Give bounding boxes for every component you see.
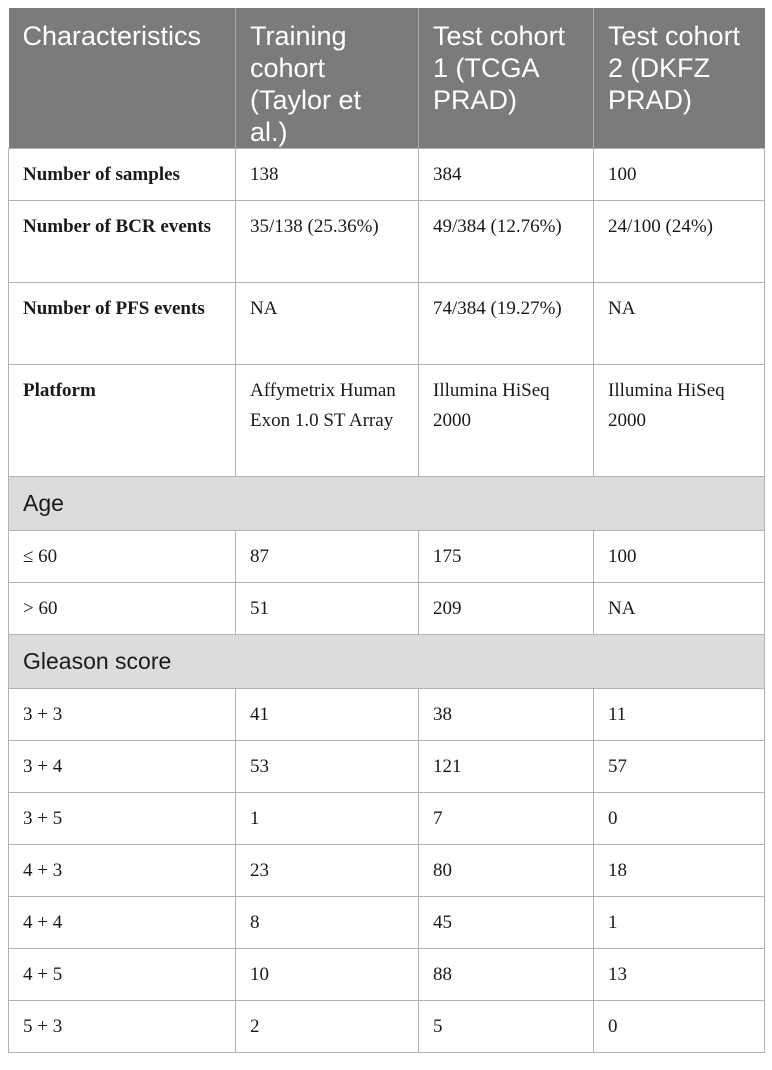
- row-label: Number of BCR events: [9, 201, 236, 283]
- cell-training: NA: [236, 283, 419, 365]
- table-row: [9, 741, 765, 793]
- cell-test1: 5: [419, 1001, 594, 1053]
- table-row: [9, 949, 765, 1001]
- header-characteristics: Characteristics: [9, 8, 236, 149]
- row-label: Number of samples: [9, 149, 236, 201]
- cell-test1: 38: [419, 689, 594, 741]
- cell-test1: 88: [419, 949, 594, 1001]
- row-label: Platform: [9, 365, 236, 477]
- cell-training: 8: [236, 897, 419, 949]
- cell-training: 138: [236, 149, 419, 201]
- table-row: [9, 583, 765, 635]
- header-test-cohort-2: Test cohort 2 (DKFZ PRAD): [594, 8, 765, 149]
- cohort-characteristics-table-container: [8, 8, 764, 1053]
- table-row: [9, 149, 765, 201]
- table-row: [9, 201, 765, 283]
- table-row: [9, 897, 765, 949]
- cell-test1: 121: [419, 741, 594, 793]
- row-label: 5 + 3: [9, 1001, 236, 1053]
- row-label: 4 + 3: [9, 845, 236, 897]
- row-label: > 60: [9, 583, 236, 635]
- section-row-age: [9, 477, 765, 531]
- row-label: 4 + 5: [9, 949, 236, 1001]
- cell-test2: 24/100 (24%): [594, 201, 765, 283]
- cell-training: 53: [236, 741, 419, 793]
- cell-test2: 13: [594, 949, 765, 1001]
- cell-test2: 57: [594, 741, 765, 793]
- cell-training: 1: [236, 793, 419, 845]
- cell-training: 51: [236, 583, 419, 635]
- cell-training: 23: [236, 845, 419, 897]
- cell-training: 87: [236, 531, 419, 583]
- cell-test2: 11: [594, 689, 765, 741]
- cell-test1: 80: [419, 845, 594, 897]
- cell-test2: 0: [594, 793, 765, 845]
- cell-test2: 100: [594, 531, 765, 583]
- table-row: [9, 689, 765, 741]
- cohort-characteristics-table: [8, 8, 765, 1053]
- section-row-gleason: [9, 635, 765, 689]
- cell-test1: 49/384 (12.76%): [419, 201, 594, 283]
- section-title: Gleason score: [9, 635, 765, 689]
- table-row: [9, 1001, 765, 1053]
- table-row: [9, 845, 765, 897]
- cell-training: 41: [236, 689, 419, 741]
- row-label: ≤ 60: [9, 531, 236, 583]
- header-row: [9, 8, 765, 149]
- cell-training: Affymetrix Human Exon 1.0 ST Array: [236, 365, 419, 477]
- section-title: Age: [9, 477, 765, 531]
- header-training-cohort: Training cohort (Taylor et al.): [236, 8, 419, 149]
- header-test-cohort-1: Test cohort 1 (TCGA PRAD): [419, 8, 594, 149]
- cell-test2: 100: [594, 149, 765, 201]
- row-label: 3 + 4: [9, 741, 236, 793]
- cell-test2: Illumina HiSeq 2000: [594, 365, 765, 477]
- table-row: [9, 793, 765, 845]
- cell-training: 10: [236, 949, 419, 1001]
- cell-test1: 209: [419, 583, 594, 635]
- row-label: 4 + 4: [9, 897, 236, 949]
- cell-training: 2: [236, 1001, 419, 1053]
- table-row: [9, 365, 765, 477]
- cell-test2: 1: [594, 897, 765, 949]
- cell-test1: 384: [419, 149, 594, 201]
- cell-test2: NA: [594, 583, 765, 635]
- cell-test2: NA: [594, 283, 765, 365]
- cell-test1: 7: [419, 793, 594, 845]
- row-label: 3 + 5: [9, 793, 236, 845]
- table-row: [9, 531, 765, 583]
- row-label: Number of PFS events: [9, 283, 236, 365]
- cell-test2: 18: [594, 845, 765, 897]
- cell-test1: Illumina HiSeq 2000: [419, 365, 594, 477]
- cell-test1: 175: [419, 531, 594, 583]
- row-label: 3 + 3: [9, 689, 236, 741]
- cell-training: 35/138 (25.36%): [236, 201, 419, 283]
- cell-test1: 74/384 (19.27%): [419, 283, 594, 365]
- table-row: [9, 283, 765, 365]
- cell-test2: 0: [594, 1001, 765, 1053]
- cell-test1: 45: [419, 897, 594, 949]
